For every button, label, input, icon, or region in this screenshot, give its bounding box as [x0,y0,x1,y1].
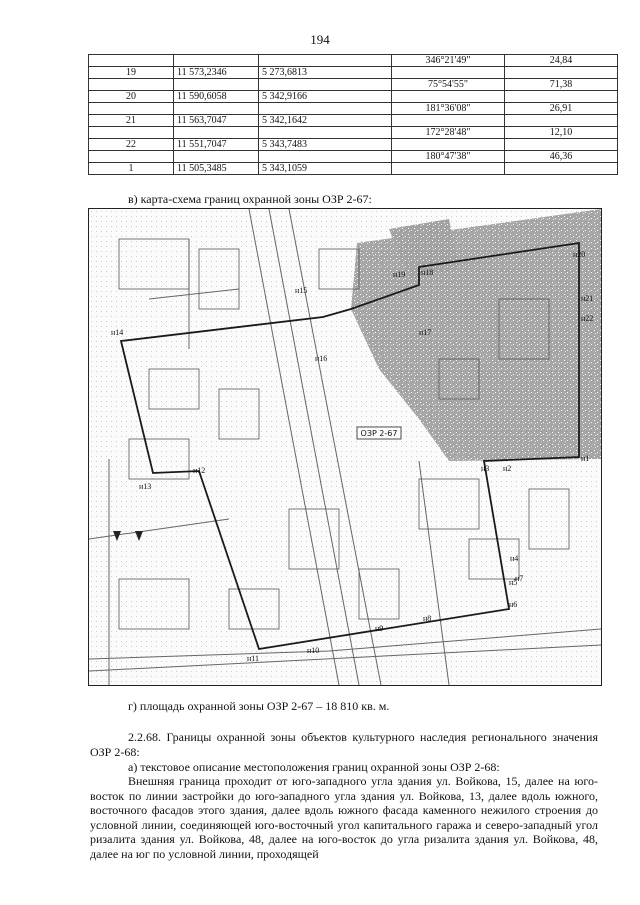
table-cell [392,115,505,127]
boundary-point-label: н14 [111,328,124,337]
boundary-point-label: н10 [307,646,320,655]
table-cell [259,151,392,163]
table-cell [392,91,505,103]
table-cell [505,115,618,127]
boundary-point-label: н21 [581,294,594,303]
zone-area: г) площадь охранной зоны ОЗР 2-67 – 18 810 кв. м. [128,699,390,713]
table-cell [174,55,259,67]
table-cell [174,79,259,91]
map-schema [88,208,602,686]
table-cell [505,67,618,79]
section-heading: 2.2.68. Границы охранной зоны объектов культурного наследия регионального значения ОЗР 2-68: [90,730,598,759]
boundary-point-label: н18 [421,268,434,277]
map-drawing [89,209,601,685]
table-row [89,55,618,67]
table-cell: 5 343,1059 [259,163,392,175]
boundary-point-label: н20 [573,250,586,259]
boundary-point-label: н17 [419,328,432,337]
table-cell: 5 342,1642 [259,115,392,127]
table-cell [89,103,174,115]
table-row [89,151,618,163]
table-cell [89,127,174,139]
table-row [89,115,618,127]
table-cell: 75°54'55" [392,79,505,91]
boundary-point-label: н9 [375,624,384,633]
boundary-point-label: н2 [503,464,512,473]
table-cell: 21 [89,115,174,127]
table-row [89,163,618,175]
table-cell: 20 [89,91,174,103]
boundary-point-label: н22 [581,314,594,323]
table-cell [392,139,505,151]
table-cell: 5 273,6813 [259,67,392,79]
page-number: 194 [310,32,330,47]
table-cell: 181°36'08" [392,103,505,115]
table-cell: 46,36 [505,151,618,163]
table-cell: 22 [89,139,174,151]
table-cell [259,79,392,91]
table-row [89,139,618,151]
table-cell [392,163,505,175]
boundary-point-label: н5 [509,578,518,587]
table-cell [89,79,174,91]
table-row [89,67,618,79]
boundary-point-label: н7 [515,574,524,583]
zone-label: ОЗР 2-67 [360,429,398,438]
boundary-point-label: н16 [315,354,328,363]
table-cell [89,151,174,163]
table-cell [174,103,259,115]
table-cell: 11 563,7047 [174,115,259,127]
boundary-point-label: н12 [193,466,206,475]
table-cell [259,103,392,115]
table-cell: 1 [89,163,174,175]
boundary-point-label: н6 [509,600,518,609]
table-cell: 180°47'38" [392,151,505,163]
text-description-title: а) текстовое описание местоположения границ охранной зоны ОЗР 2-68: [128,760,500,774]
map-caption: в) карта-схема границ охранной зоны ОЗР 2-67: [128,192,372,206]
boundary-point-label: н8 [423,614,432,623]
boundary-description: Внешняя граница проходит от юго-западного угла здания ул. Войкова, 15, далее на юго-восток по линии застройки до юго-западного угла здания ул. Войкова, 13, далее вдоль южного, восточного фасадов этого здания, далее вдоль южного фасада каменного нежилого строения до условной линии, соединяющей юго-восточный угол капитального гаража и северо-западный угол ризалита здания ул. Войкова, 48, далее на юго-восток до угла ризалита здания ул. Войкова, 48, далее на юг по условной линии, проходящей [90,774,598,861]
table-cell: 12,10 [505,127,618,139]
boundary-point-label: н15 [295,286,308,295]
table-cell [89,55,174,67]
boundary-point-label: н3 [481,464,490,473]
coordinates-table [88,54,618,175]
table-cell: 11 505,3485 [174,163,259,175]
table-row [89,103,618,115]
table-cell: 11 590,6058 [174,91,259,103]
table-cell: 11 551,7047 [174,139,259,151]
table-cell [174,151,259,163]
table-cell [505,163,618,175]
table-cell [174,127,259,139]
table-cell [259,55,392,67]
table-cell [259,127,392,139]
table-cell: 24,84 [505,55,618,67]
table-cell: 19 [89,67,174,79]
table-cell: 11 573,2346 [174,67,259,79]
table-cell: 346°21'49" [392,55,505,67]
table-cell: 26,91 [505,103,618,115]
table-cell: 5 342,9166 [259,91,392,103]
table-cell: 172°28'48" [392,127,505,139]
table-cell: 5 343,7483 [259,139,392,151]
boundary-point-label: н19 [393,270,406,279]
table-row [89,91,618,103]
boundary-point-label: н11 [247,654,259,663]
table-cell [505,91,618,103]
table-cell [392,67,505,79]
boundary-point-label: н4 [510,554,519,563]
boundary-point-label: н1 [581,454,590,463]
table-row [89,127,618,139]
table-row [89,79,618,91]
table-cell [505,139,618,151]
boundary-point-label: н13 [139,482,152,491]
table-cell: 71,38 [505,79,618,91]
